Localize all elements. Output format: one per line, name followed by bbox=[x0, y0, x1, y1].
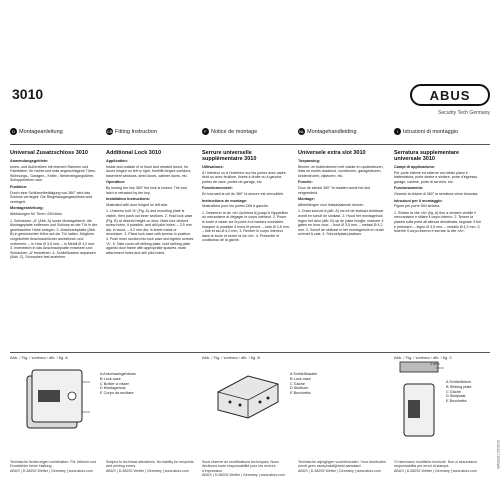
striking-box-illustration bbox=[210, 362, 285, 432]
figure-legend-b: A Schließkasten B Lock case C Gâche D Sluitkom E Bocchetta bbox=[290, 372, 318, 396]
flag-icon: I bbox=[394, 128, 401, 135]
lock-case-illustration bbox=[22, 362, 92, 442]
lang-de: D Montageanleitung bbox=[10, 128, 63, 135]
footer-nl: Technische wijzigingen voorbehouden. Voor drukfouten wordt geen aansprakelijkheid aanvaard. ABUS | D-58292 Wetter | Germany | www.abus.com bbox=[298, 460, 386, 473]
figure-caption-a: Abb. / Fig. / schéma / afb. / fig. A bbox=[10, 355, 68, 360]
flag-icon: NL bbox=[298, 129, 305, 134]
lang-fr: F Notice de montage bbox=[202, 128, 257, 135]
flag-icon: GB bbox=[106, 129, 113, 134]
column-de: Universal Zusatzschloss 3010 Anwendungsgebiete: Innen- und Außentüren mit ebenem Rahmen und Falzleisten, für rechts und links angeschlagene Türen, Wohnungs-, Garagen-, Keller-, Nebeneingangstüren, Schuppentüren usw. Funktion: Durch eine Schlüsselbetätigung von 360° wird das Schloss verriegelt. Die Riegelausgangsschloss wird verriegelt. Montageanleitung: Abbildungen für Türen: DIN links 1. Schrauben „A“ (Abb. A) sowie Montageblech, die Montageplatte entfernen und Schloss an der Tür in der gewünschten Höhe anlegen. 2. Anschraubplatte (Abb. B) in gewünschter Höhe auf der Tür halten. Mögliche vorgebohrte Anschraublöcher anzeichnen und vorbohren: – in Holz Ø 3,5 mm, – in Metall Ø 4,2 mm. 3. Innenblech in das Anschraubplatte einsetzen und Schrauben „A“ festziehen. 4. Schließkasten anpassen (Abb. C), Schrauben fest anziehen. bbox=[10, 150, 98, 260]
model-number: 3010 bbox=[12, 86, 44, 102]
dimension-label: 1 mm bbox=[430, 362, 440, 366]
column-title: Universal Zusatzschloss 3010 bbox=[10, 150, 88, 156]
divider bbox=[10, 352, 490, 353]
column-title: Serrure universelle supplémentaire 3010 bbox=[202, 150, 257, 162]
figure-caption-b: Abb. / Fig. / schéma / afb. / fig. B bbox=[202, 355, 261, 360]
footer-de: Technische Änderungen vorbehalten. Für Irrtümer und Druckfehler keine Haftung. ABUS | D-58292 Wetter | Germany | www.abus.com bbox=[10, 460, 97, 473]
footer-it: Ci riserviamo modifiche tecniche. Non ci assumiamo responsabilità per errori di stampa. ABUS | D-58292 Wetter | Germany | www.abus.com bbox=[394, 460, 478, 473]
figure-legend-a: A Anschraubgehäuse B Lock case C Boîtier à visser D Montagehuis E Corpo da avvitare bbox=[100, 372, 136, 396]
column-title: Additional Lock 3010 bbox=[106, 150, 162, 156]
flag-icon: D bbox=[10, 128, 17, 135]
document-code: MA0233 | 05/2010 bbox=[497, 440, 501, 469]
lang-it: I Istruzioni di montaggio bbox=[394, 128, 458, 135]
column-title: Serratura supplementare universale 3010 bbox=[394, 150, 460, 162]
figure-caption-c: Abb. / Fig. / schéma / afb. / fig. C bbox=[394, 355, 453, 360]
divider bbox=[10, 144, 490, 145]
brand-tagline: Security Tech Germany bbox=[438, 110, 490, 116]
lang-nl: NL Montagehandleiding bbox=[298, 128, 357, 135]
abus-logo: ABUS bbox=[410, 84, 490, 106]
language-row bbox=[10, 128, 490, 142]
footer-fr: Sous réserve de modifications techniques. Nous déclinons toute responsabilité pour les erreurs d’impression. ABUS | D-58292 Wetter | Germany | www.abus.com bbox=[202, 460, 285, 478]
figure-legend-c: A Schließblech B Striking plate C Gâche D Sluitplaat E Bocchetta bbox=[446, 380, 472, 404]
lock-mounted-illustration bbox=[396, 362, 446, 452]
column-gb: Additional Lock 3010 Application: Inside and outside of or flush and rebated doors, for doors hinged on left or right, front/lift hinged corridors, basement windows, shed doors, cabinet doors, etc. Operation: By turning the key 360° the lock is locked. The lock latch is retracted by the key. Installation instructions: Illustrated with door hinged on left side. 1. Unscrew bolt “A” (Fig. A) and mounting plate is visible, then push out inner sections. 2. Hold lock case (Fig. B) at desired height on door. Mark four desired screw holes, if possible, and drill pilot holes: – 3.5 mm dia. in wood, – 4.2 mm dia. in sheet metal or aluminium. 3. Place lock case with screws in position. 4. Push inner section into lock case and tighten screws “A”. 5. Take cover-off striking plate, hold striking plate against door frame with appropriate spacers, mark attachment holes and drill pilot holes. bbox=[106, 150, 194, 255]
flag-icon: F bbox=[202, 128, 209, 135]
column-it: Serratura supplementare universale 3010 Campi di applicazione: Per porte interne ed esterne con telaio piano e battentatura, porte destre e sinistre, porte d’ingresso, garage, cantine, porte di servizio, etc. Funzionamento: Girando la chiave di 360° la serratura viene bloccata. Istruzioni per il montaggio: Figure per porte DIN sinistra. 1. Svitare la vite «A» (fig. A) fino a rendere visibile il meccanismo e sfilare il corpo interno. 2. Tenere la piastra sulla porta all’altezza desiderata, segnare 4 fori e preforare: – legno Ø 3,5 mm, – metallo Ø 4,2 mm. 3. Inserire il corpo interno e serrare la vite «A». bbox=[394, 150, 481, 234]
column-nl: Universele extra slot 3010 Toepassing: Binnen- en buitendeuren met vlakke en opdekdeuren, links en rechts draaiend, voordeuren, garagedeuren, kelderdeuren, zijdeuren, etc. Functie: Door de sleutel 360° te draaien wordt het slot vergrendeld. Montage: Afbeeldingen voor linksdraaiende deuren. 1. Draai schroef A (afb. A) los tot de slotkast zichtbaar wordt en schuif de slotkast. 2. Houd het montagehuis tegen het deur (afb. B) op de juiste hoogte, markeer 4 gaten en boor voor: – hout Ø 3,5 mm, – metaal Ø 4,2 mm. 3. Schuif de slotkast in het montagehuis en draai schroef A vast. 4. Schroefplaat plaatsen. bbox=[298, 150, 386, 239]
footer-gb: Subject to technical alterations. No liability for misprints and printing errors. ABUS | D-58292 Wetter | Germany | www.abus.com bbox=[106, 460, 194, 473]
column-title: Universele extra slot 3010 bbox=[298, 150, 366, 156]
lang-gb: GB Fitting Instruction bbox=[106, 128, 157, 135]
column-fr: Serrure universelle supplémentaire 3010 Utilisations: À l’intérieur ou à l’extérieur sur les portes avec cadre droit ou avec feuillure, fixées à droite ou à gauche, portes de cave, portes de garage, etc. Fonctionnement: En tournant la clé de 360° la serrure est verrouillée. Instructions de montage: Illustrations pour les portes DIN à gauche. 1. Desserrer la vis «A» (schéma A) jusqu’à l’apparition du mécanisme et dégager le corps intérieur. 2. Poser le socle à visser sur la porte à la hauteur souhaitée, marquer si possible 4 trous et percer: – bois Ø 3,5 mm, – tôle et alu Ø 4,2 mm. 3. Rentrer le corps intérieur dans le socle et serrer la vis «A». 4. Présenter le coulisseau de la gâche. bbox=[202, 150, 290, 243]
